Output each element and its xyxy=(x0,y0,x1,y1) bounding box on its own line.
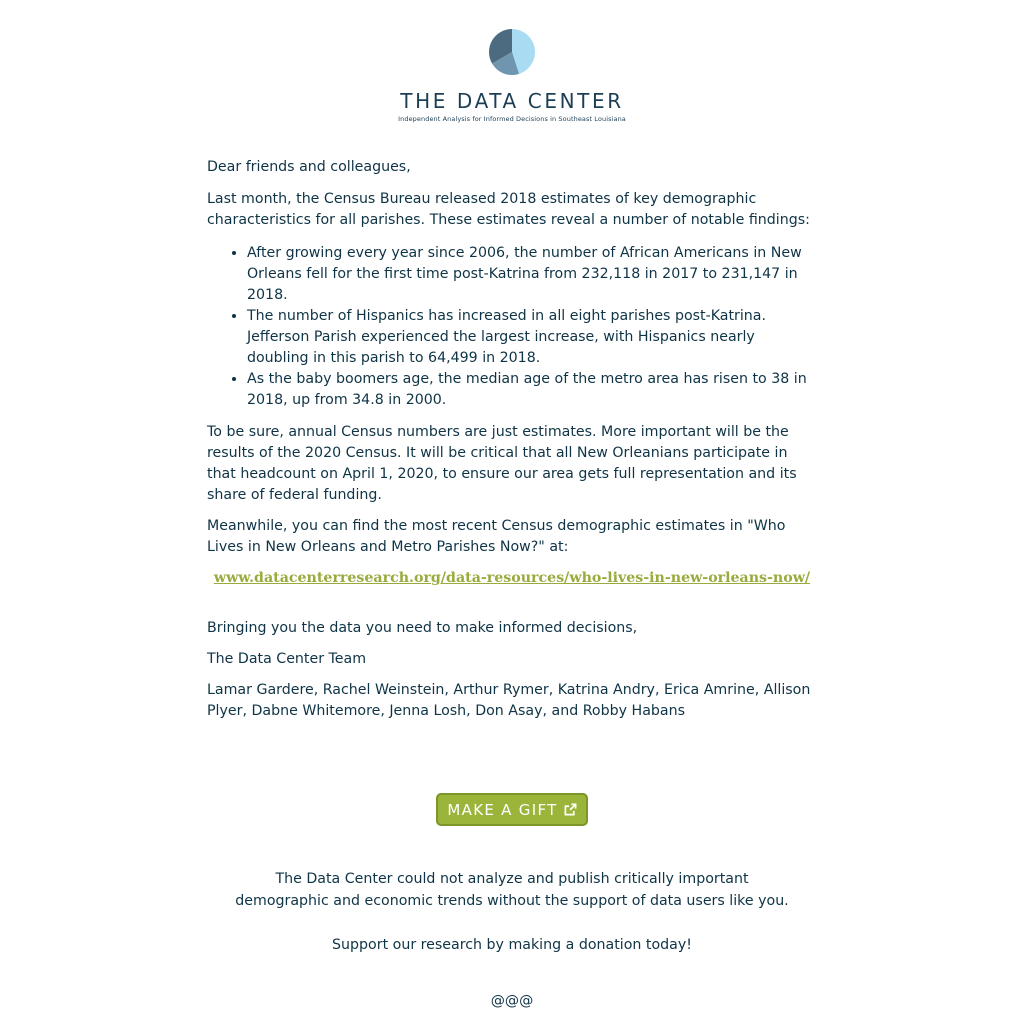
appeal-text: The Data Center could not analyze and publish critically important demographic and economic trends without the support of data users like you. xyxy=(235,871,789,909)
email-footer xyxy=(0,868,1024,1012)
signoff: Bringing you the data you need to make informed decisions, xyxy=(207,620,638,636)
meanwhile-paragraph: Meanwhile, you can find the most recent Census demographic estimates in "Who Lives in New Orleans and Metro Parishes Now?" at: xyxy=(207,518,786,555)
finding-item: • As the baby boomers age, the median age of the metro area has risen to 38 in 2018, up from 34.8 in 2000. xyxy=(247,369,817,411)
external-link-icon xyxy=(564,803,577,816)
gift-button-container xyxy=(0,793,1024,826)
report-link-container xyxy=(207,568,817,589)
greeting: Dear friends and colleagues, xyxy=(207,159,411,175)
finding-item: • The number of Hispanics has increased in all eight parishes post-Katrina. Jefferson Parish experienced the largest increase, with Hispanics nearly doubling in this parish to 64,499 in 2018. xyxy=(247,306,817,369)
email-body xyxy=(207,157,817,722)
staff-list: Lamar Gardere, Rachel Weinstein, Arthur Rymer, Katrina Andry, Erica Amrine, Allison Plyer, Dabne Whitemore, Jenna Losh, Don Asay, and Robby Habans xyxy=(207,682,811,719)
intro-paragraph: Last month, the Census Bureau released 2018 estimates of key demographic characteristics for all parishes. These estimates reveal a number of notable findings: xyxy=(207,191,810,228)
brand-tagline: Independent Analysis for Informed Decisions in Southeast Louisiana xyxy=(398,115,626,123)
report-link[interactable]: www.datacenterresearch.org/data-resources/who-lives-in-new-orleans-now/ xyxy=(213,570,811,586)
make-a-gift-label: MAKE A GIFT xyxy=(447,800,558,819)
email-header xyxy=(0,28,1024,123)
finding-item: • After growing every year since 2006, the number of African Americans in New Orleans fell for the first time post-Katrina from 232,118 in 2017 to 231,147 in 2018. xyxy=(247,243,817,306)
pie-chart-logo-icon xyxy=(488,28,536,76)
support-text: Support our research by making a donation today! xyxy=(332,937,692,953)
findings-list xyxy=(207,243,817,411)
census-paragraph: To be sure, annual Census numbers are just estimates. More important will be the results of the 2020 Census. It will be critical that all New Orleanians participate in that headcount on April 1, 2020, to ensure our area gets full representation and its share of federal funding. xyxy=(207,424,797,503)
team-name: The Data Center Team xyxy=(207,651,367,667)
brand-name: THE DATA CENTER xyxy=(400,89,624,113)
footer-placeholder: @@@ xyxy=(490,993,534,1009)
make-a-gift-button[interactable] xyxy=(436,793,588,826)
